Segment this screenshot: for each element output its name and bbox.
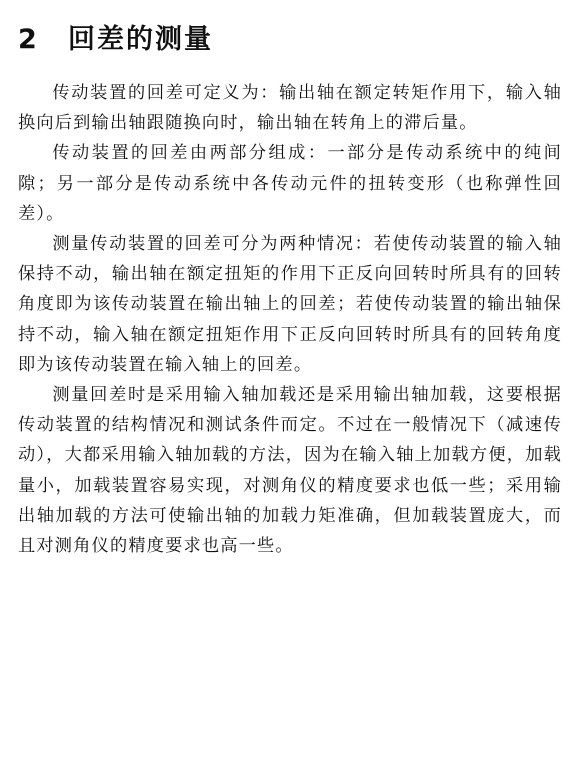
section-heading xyxy=(18,20,562,60)
section-title: 回差的测量 xyxy=(68,24,213,55)
paragraph-loading-method: 测量回差时是采用输入轴加载还是采用输出轴加载，这要根据传动装置的结构情况和测试条件而定。不过在一般情况下（减速传动），大都采用输入轴加载的方法，因为在输入轴上加载方便，加载量小，加载装置容易实现，对测角仪的精度要求也低一些；采用输出轴加载的方法可使输出轴的加载力矩准确，但加载装置庞大，而且对测角仪的精度要求也高一些。 xyxy=(18,385,562,557)
paragraph-composition: 传动装置的回差由两部分组成：一部分是传动系统中的纯间隙；另一部分是传动系统中各传动元件的扭转变形（也称弹性回差）。 xyxy=(18,143,562,224)
paragraph-definition: 传动装置的回差可定义为：输出轴在额定转矩作用下，输入轴换向后到输出轴跟随换向时，输出轴在转角上的滞后量。 xyxy=(18,83,562,134)
paragraph-measurement-cases: 测量传动装置的回差可分为两种情况：若使传动装置的输入轴保持不动，输出轴在额定扭矩的作用下正反向回转时所具有的回转角度即为该传动装置在输出轴上的回差；若使传动装置的输出轴保持不动，输入轴在额定扭矩作用下正反向回转时所具有的回转角度即为该传动装置在输入轴上的回差。 xyxy=(18,234,562,375)
section-number: 2 xyxy=(18,24,37,55)
